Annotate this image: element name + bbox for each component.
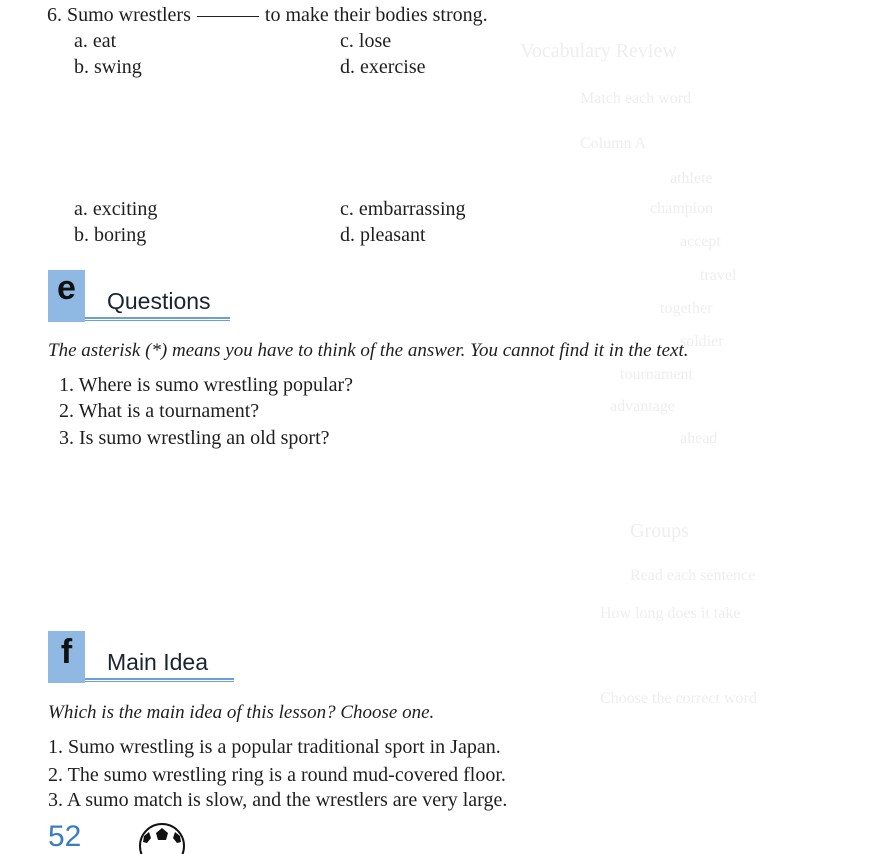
list-item-cut <box>48 763 506 787</box>
item-number: 2. <box>59 400 74 422</box>
list-item <box>59 426 330 450</box>
question-6-stem <box>47 3 488 27</box>
ghost-line: ahead <box>680 430 718 447</box>
option-c-cut <box>340 197 466 221</box>
section-e-rule <box>85 317 230 321</box>
list-item <box>48 735 501 759</box>
ghost-line: tournament <box>620 366 693 383</box>
ghost-heading: Vocabulary Review <box>520 40 677 62</box>
ghost-heading: Groups <box>630 520 689 542</box>
item-text: A sumo match is slow, and the wrestlers are very large. <box>66 789 508 811</box>
ghost-line: advantage <box>610 398 675 415</box>
option-a <box>74 29 116 53</box>
question-stem-after: to make their bodies strong. <box>264 4 488 26</box>
section-f-badge: f <box>48 631 85 683</box>
soccer-ball-icon <box>138 822 188 843</box>
cropped-list-item <box>40 763 640 786</box>
option-d <box>340 223 426 247</box>
item-text: What is a tournament? <box>78 400 260 422</box>
item-text: Sumo wrestling is a popular traditional sport in Japan. <box>68 736 501 758</box>
option-b <box>74 55 142 79</box>
section-e-instruction: The asterisk (*) means you have to think of the answer. You cannot find it in the text. <box>48 340 689 361</box>
option-letter: a. <box>74 30 88 52</box>
ghost-line: soldier <box>680 333 724 350</box>
section-f-instruction: Which is the main idea of this lesson? Choose one. <box>48 702 435 723</box>
ghost-line: Choose the correct word <box>600 690 757 707</box>
section-f-title: Main Idea <box>107 649 209 675</box>
option-letter: b. <box>74 56 89 78</box>
answer-blank <box>197 16 259 17</box>
ghost-line: Read each sentence <box>630 567 756 584</box>
option-text: swing <box>94 56 142 78</box>
option-letter: d. <box>340 224 355 246</box>
option-letter: b. <box>74 224 89 246</box>
ghost-line: Column A <box>580 135 647 152</box>
option-letter: c. <box>340 30 354 52</box>
item-text: Is sumo wrestling an old sport? <box>79 427 330 449</box>
question-stem-before: Sumo wrestlers <box>67 4 191 26</box>
option-letter: d. <box>340 56 355 78</box>
option-a-cut <box>74 197 157 221</box>
cropped-options-row <box>60 198 520 221</box>
ghost-line: together <box>660 300 713 317</box>
item-text: The sumo wrestling ring is a round mud-covered floor. <box>67 764 506 786</box>
option-b <box>74 223 146 247</box>
item-number: 3. <box>48 789 63 811</box>
option-text: boring <box>94 224 147 246</box>
section-e-title: Questions <box>107 288 211 314</box>
ghost-line: How long does it take <box>600 605 741 622</box>
ghost-line: accept <box>680 233 721 250</box>
list-item <box>59 373 353 397</box>
section-e-badge: e <box>48 270 85 322</box>
item-number: 1. <box>59 374 74 396</box>
option-d <box>340 55 426 79</box>
item-number: 2. <box>48 764 63 786</box>
option-text: pleasant <box>360 224 426 246</box>
list-item <box>48 788 507 812</box>
ghost-line: travel <box>700 267 737 284</box>
item-number: 3. <box>59 427 74 449</box>
page-number: 52 <box>48 820 82 853</box>
list-item <box>59 399 259 423</box>
option-letter: a. <box>74 198 88 220</box>
option-letter: c. <box>340 198 354 220</box>
option-text: exercise <box>360 56 426 78</box>
section-f-rule <box>85 678 234 682</box>
ghost-line: athlete <box>670 170 713 187</box>
item-text: Where is sumo wrestling popular? <box>78 374 354 396</box>
question-number: 6. <box>47 4 62 26</box>
option-text: embarrassing <box>358 198 466 220</box>
ghost-line: Match each word <box>580 90 692 107</box>
option-text: exciting <box>92 198 158 220</box>
option-c <box>340 29 391 53</box>
option-text: lose <box>358 30 392 52</box>
option-text: eat <box>92 30 117 52</box>
ghost-line: champion <box>650 200 714 217</box>
item-number: 1. <box>48 736 63 758</box>
